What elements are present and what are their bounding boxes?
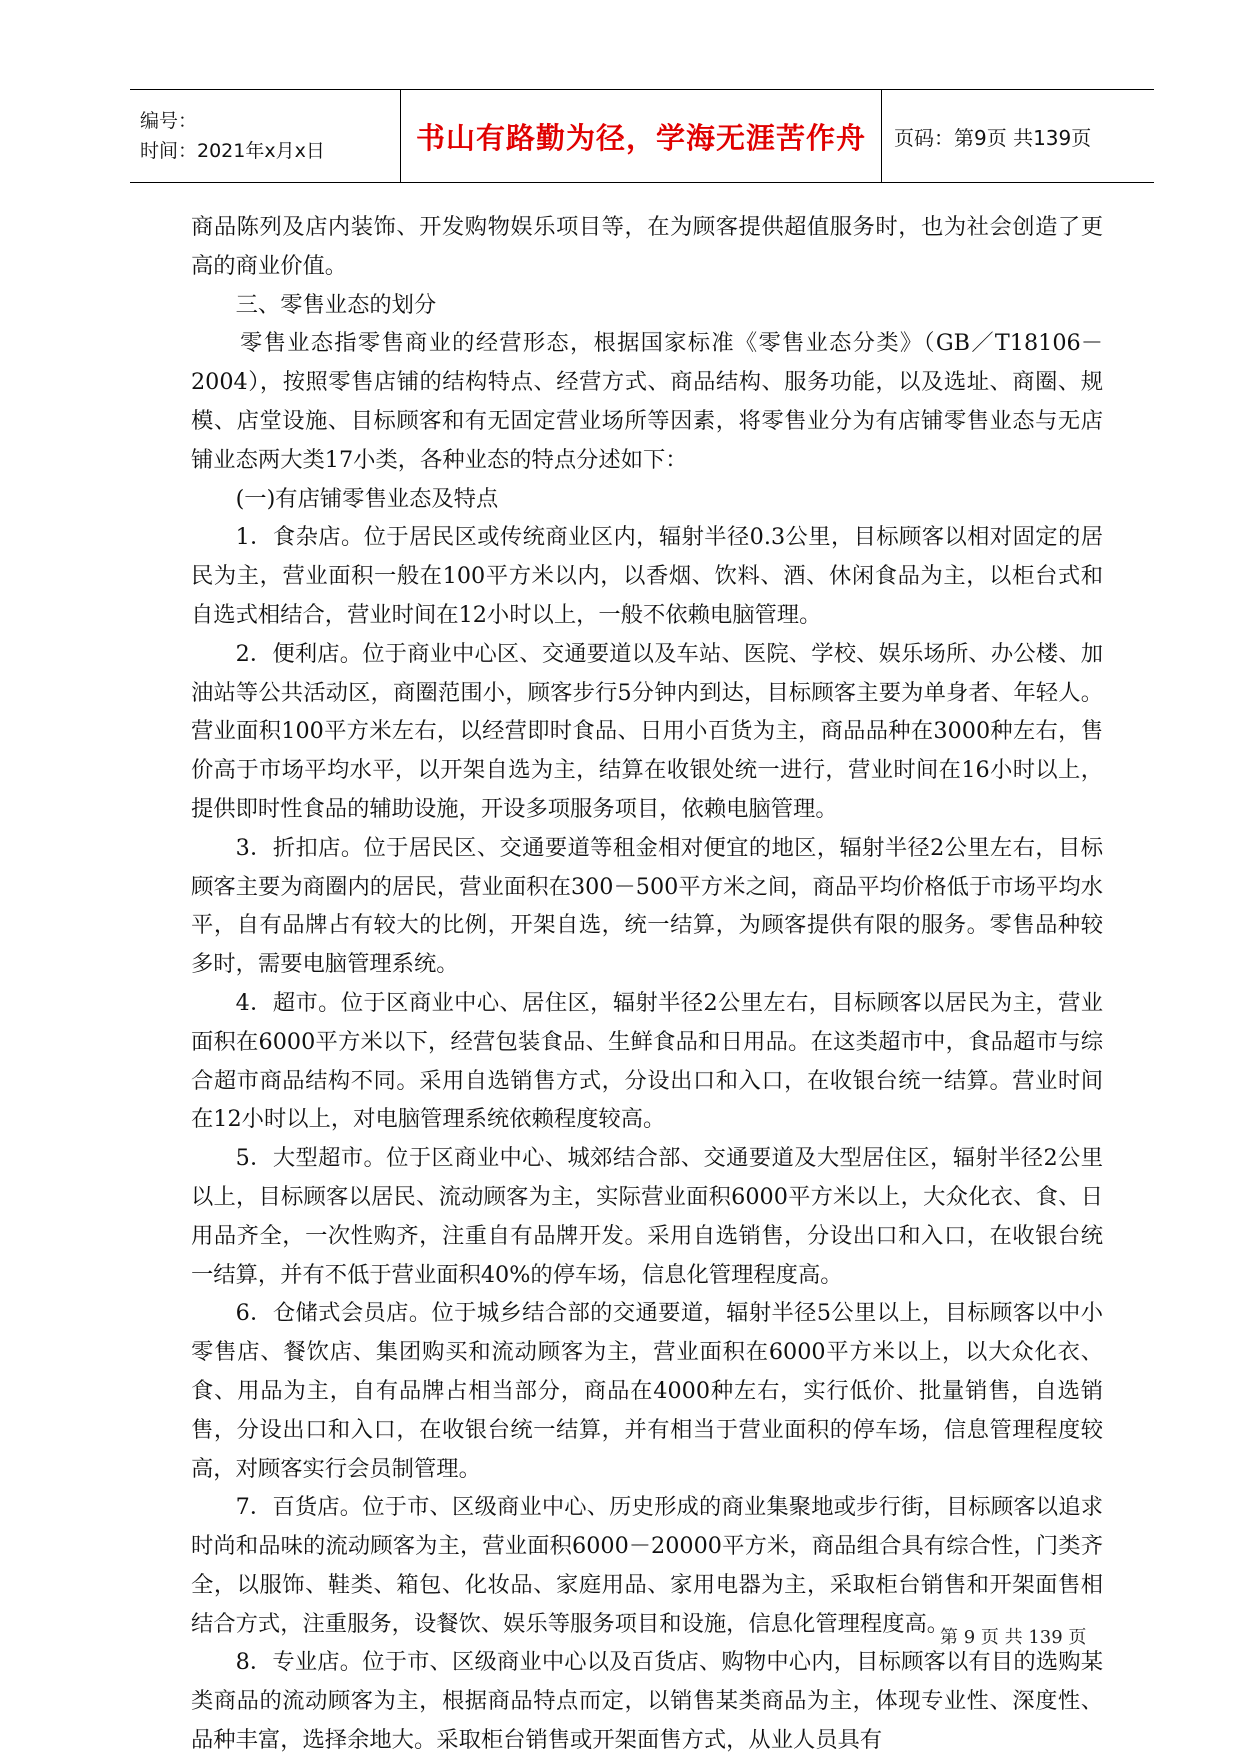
document-header — [130, 89, 1154, 183]
document-number-label: 编号： — [140, 110, 198, 132]
subsection-heading: (一)有店铺零售业态及特点 — [235, 485, 499, 512]
page-footer: 第 9 页 共 139 页 — [940, 1627, 1087, 1648]
paragraph-continuation: 商品陈列及店内装饰、开发购物娱乐项目等，在为顾客提供超值服务时，也为社会创造了更高的商业价值。 — [191, 214, 1103, 279]
paragraph-item-6: 6．仓储式会员店。位于城乡结合部的交通要道，辐射半径5公里以上，目标顾客以中小零售店、餐饮店、集团购买和流动顾客为主，营业面积在6000平方米以上，以大众化衣、食、用品为主，自有品牌占相当部分，商品在4000种左右，实行低价、批量销售，自选销售，分设出口和入口，在收银台统一结算，并有相当于营业面积的停车场，信息管理程度较高，对顾客实行会员制管理。 — [191, 1300, 1103, 1482]
paragraph-intro: 零售业态指零售商业的经营形态，根据国家标准《零售业态分类》（GB／T18106－2004），按照零售店铺的结构特点、经营方式、商品结构、服务功能，以及选址、商圈、规模、店堂设施、目标顾客和有无固定营业场所等因素，将零售业分为有店铺零售业态与无店铺业态两大类17小类，各种业态的特点分述如下： — [191, 330, 1103, 473]
header-meta — [130, 90, 400, 182]
header-page-info: 页码：第9页 共139页 — [894, 125, 1092, 150]
paragraph-item-2: 2．便利店。位于商业中心区、交通要道以及车站、医院、学校、娱乐场所、办公楼、加油站等公共活动区，商圈范围小，顾客步行5分钟内到达，目标顾客主要为单身者、年轻人。营业面积100平方米左右，以经营即时食品、日用小百货为主，商品品种在3000种左右，售价高于市场平均水平，以开架自选为主，结算在收银处统一进行，营业时间在16小时以上，提供即时性食品的辅助设施，开设多项服务项目，依赖电脑管理。 — [191, 640, 1103, 822]
paragraph-item-8: 8．专业店。位于市、区级商业中心以及百货店、购物中心内，目标顾客以有目的选购某类商品的流动顾客为主，根据商品特点而定，以销售某类商品为主，体现专业性、深度性、品种丰富，选择余地大。采取柜台销售或开架面售方式，从业人员具有 — [191, 1649, 1103, 1754]
header-motto: 书山有路勤为径，学海无涯苦作舟 — [400, 90, 882, 182]
document-body — [191, 208, 1103, 1760]
paragraph-item-1: 1．食杂店。位于居民区或传统商业区内，辐射半径0.3公里，目标顾客以相对固定的居民为主，营业面积一般在100平方米以内，以香烟、饮料、酒、休闲食品为主，以柜台式和自选式相结合，营业时间在12小时以上，一般不依赖电脑管理。 — [191, 524, 1103, 628]
paragraph-item-5: 5．大型超市。位于区商业中心、城郊结合部、交通要道及大型居住区，辐射半径2公里以上，目标顾客以居民、流动顾客为主，实际营业面积6000平方米以上，大众化衣、食、日用品齐全，一次性购齐，注重自有品牌开发。采用自选销售，分设出口和入口，在收银台统一结算，并有不低于营业面积40%的停车场，信息化管理程度高。 — [191, 1145, 1103, 1288]
paragraph-item-7: 7．百货店。位于市、区级商业中心、历史形成的商业集聚地或步行街，目标顾客以追求时尚和品味的流动顾客为主，营业面积6000－20000平方米，商品组合具有综合性，门类齐全，以服饰、鞋类、箱包、化妆品、家庭用品、家用电器为主，采取柜台销售和开架面售相结合方式，注重服务，设餐饮、娱乐等服务项目和设施，信息化管理程度高。 — [191, 1494, 1103, 1637]
section-heading: 三、零售业态的划分 — [235, 291, 437, 318]
document-time-label: 时间：2021年x月x日 — [140, 140, 325, 162]
paragraph-item-4: 4．超市。位于区商业中心、居住区，辐射半径2公里左右，目标顾客以居民为主，营业面积在6000平方米以下，经营包装食品、生鲜食品和日用品。在这类超市中，食品超市与综合超市商品结构不同。采用自选销售方式，分设出口和入口，在收银台统一结算。营业时间在12小时以上，对电脑管理系统依赖程度较高。 — [191, 989, 1103, 1133]
paragraph-item-3: 3．折扣店。位于居民区、交通要道等租金相对便宜的地区，辐射半径2公里左右，目标顾客主要为商圈内的居民，营业面积在300－500平方米之间，商品平均价格低于市场平均水平，自有品牌占有较大的比例，开架自选，统一结算，为顾客提供有限的服务。零售品种较多时，需要电脑管理系统。 — [191, 834, 1103, 978]
